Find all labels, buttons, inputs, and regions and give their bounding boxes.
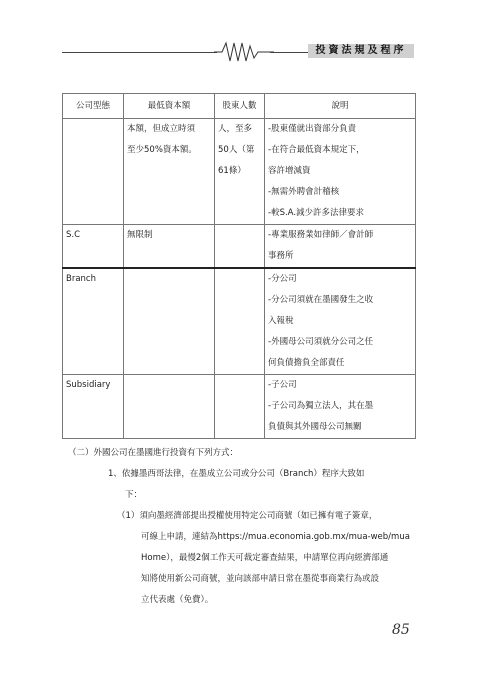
cell-shareholders [215, 225, 265, 269]
table-header-row [63, 94, 416, 119]
cell-shareholders [215, 375, 265, 439]
cell-line: -子公司為獨立法人，其在墨 [268, 401, 374, 411]
header-rule-left [62, 52, 217, 53]
sub-item-1-line-5: 立代表處（免費）。 [141, 595, 214, 605]
cell-line: -子公司 [268, 380, 297, 390]
cell-line: -無需外聘會計稽核 [268, 187, 340, 197]
sub-item-1-line-4: 知將使用新公司商號，並向該部申請日常在墨從事商業行為或設 [141, 574, 380, 584]
cell-line: 至少50%資本額。 [127, 145, 197, 155]
cell-line: 負債與其外國母公司無關 [268, 422, 362, 432]
cell-line: 61條） [218, 166, 246, 176]
company-type-table [62, 93, 416, 439]
cell-type: S.C [63, 225, 124, 269]
col-header-shareholders: 股東人數 [215, 94, 265, 119]
col-header-capital: 最低資本額 [124, 94, 215, 119]
cell-shareholders [215, 119, 265, 225]
col-header-type: 公司型態 [63, 94, 124, 119]
cell-notes [265, 268, 416, 375]
table-row [63, 225, 416, 269]
cell-line: -外國母公司須就分公司之任 [268, 337, 374, 347]
table-row [63, 119, 416, 225]
cell-line: 無限制 [127, 230, 153, 240]
cell-notes [265, 375, 416, 439]
cell-line: -分公司須就在墨國發生之收 [268, 295, 374, 305]
cell-type: Subsidiary [63, 375, 124, 439]
section-heading: （二）外國公司在墨國進行投資有下列方式： [68, 448, 239, 458]
cell-capital [124, 119, 215, 225]
page-number: 85 [392, 622, 410, 638]
table-row [63, 375, 416, 439]
cell-notes [265, 119, 416, 225]
sub-item-1-line-2: 可線上申請，連結為https://mua.economia.gob.mx/mua-web/mua [141, 532, 410, 542]
item-1-line-2: 下： [125, 490, 143, 500]
cell-line: -分公司 [268, 274, 297, 284]
cell-type: Branch [63, 268, 124, 375]
cell-line: 人，至多 [218, 124, 253, 134]
cell-line: 本額，但成立時須 [127, 124, 196, 134]
cell-shareholders [215, 268, 265, 375]
cell-capital [124, 268, 215, 375]
col-header-notes: 說明 [265, 94, 416, 119]
cell-line: -股東僅就出資部分負責 [268, 124, 357, 134]
header-wave-decoration [214, 40, 274, 64]
item-1-line-1: 1、依據墨西哥法律，在墨成立公司或分公司（Branch）程序大致如 [108, 469, 365, 479]
header-title: 投資法規及程序 [308, 44, 414, 58]
cell-line: 何負債擔負全部責任 [268, 358, 345, 368]
sub-item-1-line-1: （1）須向墨經濟部提出授權使用特定公司商號（如已擁有電子簽章， [117, 511, 378, 521]
cell-line: -在符合最低資本規定下， [268, 145, 365, 155]
cell-line: 50人（第 [218, 145, 255, 155]
cell-line: 容許增減資 [268, 166, 311, 176]
cell-line: 事務所 [268, 251, 294, 261]
table-row [63, 268, 416, 375]
cell-capital [124, 375, 215, 439]
cell-notes [265, 225, 416, 269]
cell-line: -專業服務業如律師／會計師 [268, 230, 374, 240]
cell-line: -較S.A.減少許多法律要求 [268, 208, 365, 218]
header-rule-right [270, 52, 308, 53]
cell-type [63, 119, 124, 225]
cell-capital [124, 225, 215, 269]
cell-line: 入報稅 [268, 316, 294, 326]
sub-item-1-line-3: Home），最慢2個工作天可裁定審查結果，申請單位再向經濟部通 [141, 553, 389, 563]
